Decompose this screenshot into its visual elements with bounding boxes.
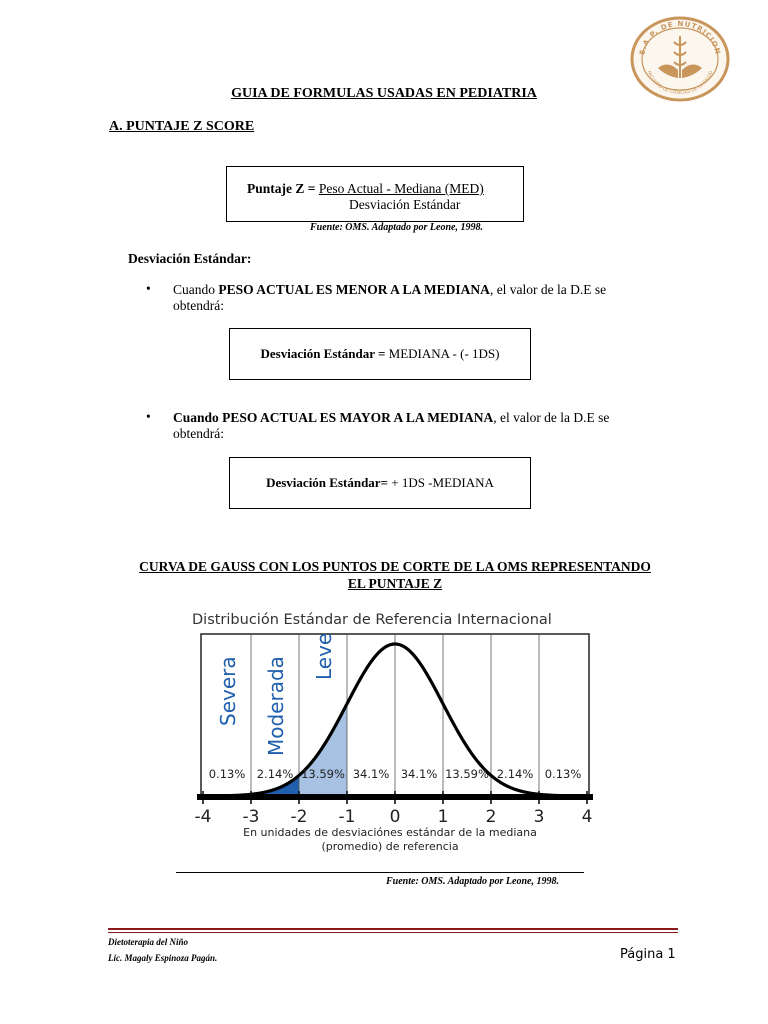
z-formula-top-line — [247, 181, 484, 197]
bullet-dot-icon: • — [146, 281, 151, 296]
bullet-2-text — [173, 410, 673, 442]
bullet-1-bold: PESO ACTUAL ES MENOR A LA MEDIANA — [218, 282, 490, 297]
gauss-curve-heading — [100, 558, 690, 592]
formula-3-value: + 1DS -MEDIANA — [387, 475, 494, 490]
segment-percentage-label: 0.13% — [208, 767, 246, 781]
zone-label-moderada: Moderada — [264, 656, 288, 756]
x-tick-label: -1 — [338, 807, 356, 827]
section-a-heading: A. PUNTAJE Z SCORE — [109, 119, 255, 134]
bullet-dot-icon: • — [146, 409, 151, 424]
bullet-2-bold: Cuando PESO ACTUAL ES MAYOR A LA MEDIANA — [173, 410, 494, 425]
x-tick-label: -3 — [242, 807, 260, 827]
formula-3-label: Desviación Estándar= — [266, 475, 388, 490]
x-tick-label: 4 — [581, 807, 593, 827]
zone-label-severa: Severa — [216, 656, 240, 726]
logo-bottom-text: FACULTAD DE CIENCIAS DE LA SALUD — [645, 70, 715, 97]
x-tick-label: 1 — [437, 807, 449, 827]
bullet-2-line2: obtendrá: — [173, 426, 224, 441]
zone-label-leve: Leve — [312, 632, 336, 680]
formula-box-2 — [229, 328, 531, 380]
gauss-heading-line-2: EL PUNTAJE Z — [347, 576, 443, 591]
bullet-1-text — [173, 282, 673, 314]
formula-2-value: MEDIANA - (- 1DS) — [388, 346, 500, 361]
bullet-1-line2: obtendrá: — [173, 298, 224, 313]
formula-box-3 — [229, 457, 531, 509]
chart-title: Distribución Estándar de Referencia Internacional — [192, 612, 552, 628]
divider-line — [176, 872, 584, 873]
segment-percentage-label: 34.1% — [400, 767, 438, 781]
segment-percentage-label: 0.13% — [544, 767, 582, 781]
x-axis-label-line-2: (promedio) de referencia — [321, 840, 459, 853]
bullet-2-suffix: , el valor de la D.E se — [493, 410, 610, 425]
x-tick-label: 3 — [533, 807, 545, 827]
x-tick-label: 2 — [485, 807, 497, 827]
page-number: Página 1 — [620, 947, 676, 962]
segment-percentage-label: 13.59% — [445, 767, 489, 781]
z-formula-numerator: Peso Actual - Mediana (MED) — [318, 181, 484, 196]
x-tick-label: -2 — [290, 807, 308, 827]
gauss-heading-line-1: CURVA DE GAUSS CON LOS PUNTOS DE CORTE DE LA OMS REPRESENTANDO — [139, 559, 651, 574]
x-tick-label: 0 — [389, 807, 401, 827]
z-formula-label: Puntaje Z = — [247, 181, 319, 196]
formula-2-line — [230, 346, 530, 362]
footer-author: Lic. Magaly Espinoza Pagán. — [108, 953, 218, 963]
source-note-2: Fuente: OMS. Adaptado por Leone, 1998. — [386, 876, 559, 887]
document-title: GUIA DE FORMULAS USADAS EN PEDIATRIA — [231, 86, 537, 101]
standard-deviation-heading: Desviación Estándar: — [128, 251, 252, 266]
bullet-1-prefix: Cuando — [173, 282, 219, 297]
gauss-curve-chart — [186, 630, 606, 860]
formula-2-label: Desviación Estándar = — [260, 346, 389, 361]
x-tick-label: -4 — [194, 807, 212, 827]
z-score-formula-box — [226, 166, 524, 222]
footer-rule — [108, 928, 678, 930]
segment-percentage-label: 34.1% — [352, 767, 390, 781]
logo-top-text: E.A.P. DE NUTRICION — [638, 19, 722, 56]
x-axis-label-line-1: En unidades de desviaciónes estándar de la mediana — [243, 826, 537, 839]
bullet-1-suffix: , el valor de la D.E se — [489, 282, 607, 297]
segment-percentage-label: 2.14% — [496, 767, 534, 781]
segment-percentage-label: 13.59% — [301, 767, 345, 781]
footer-rule-thin — [108, 932, 678, 933]
z-formula-denominator: Desviación Estándar — [349, 197, 461, 212]
source-note-1: Fuente: OMS. Adaptado por Leone, 1998. — [310, 222, 483, 233]
formula-3-line — [230, 475, 530, 491]
segment-percentage-label: 2.14% — [256, 767, 294, 781]
footer-course: Dietoterapia del Niño — [108, 937, 188, 947]
